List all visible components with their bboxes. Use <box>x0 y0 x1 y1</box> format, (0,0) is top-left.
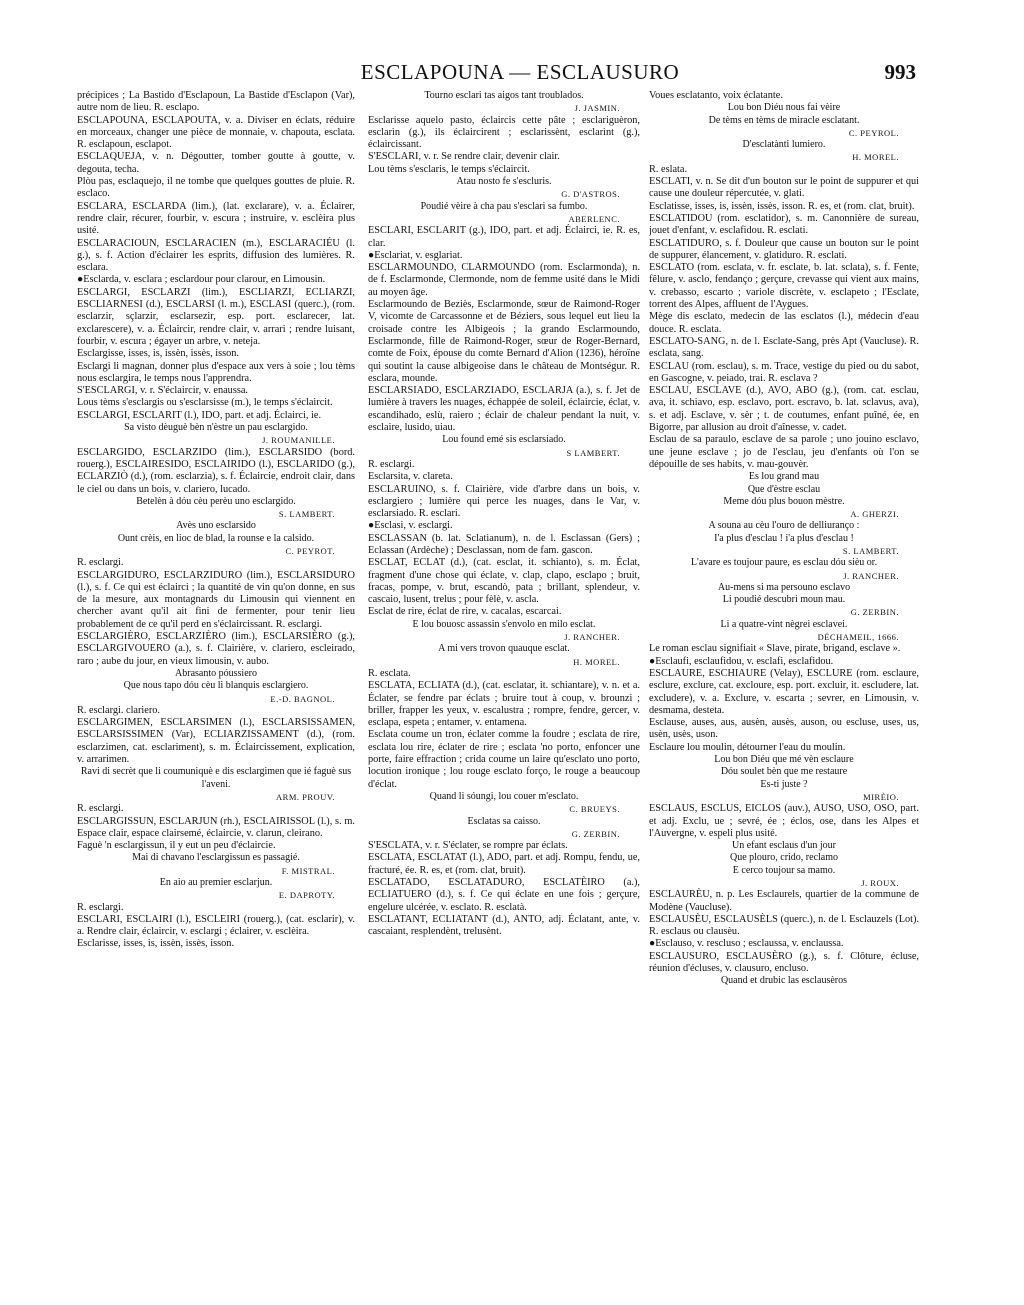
quotation-line: En aio au premier esclarjun. <box>159 877 273 888</box>
quotation-line: Atau nosto fe s'escluris. <box>456 176 552 188</box>
entry-paragraph: R. esclata. <box>368 667 411 679</box>
quotation-author: C. PEYROL. <box>848 127 899 138</box>
quotation-line: Que d'èstre esclau <box>747 483 821 495</box>
quotation-line: Lou bon Diéu que mé vèn esclaure <box>714 754 854 766</box>
entry-paragraph: ESCLARGISSUN, ESCLARJUN (rh.), ESCLAIRISSOL (l.), s. m. Espace clair, espace clairsemé, éclaircie, v. clarun, cleirano. <box>77 815 355 839</box>
entry-paragraph: Esclaure lou moulin, détourner l'eau du moulin. <box>649 741 846 753</box>
quotation-line: Meme dóu plus bouon mèstre. <box>723 495 845 507</box>
entry-paragraph: ESCLATA, ESCLATAT (l.), ADO, part. et adj. Rompu, fendu, ue, fracturé, ée. R. es, et (rom. clat, bruit). <box>368 852 640 876</box>
quotation-line: I'a plus d'esclau ! i'a plus d'esclau ! <box>714 532 854 544</box>
quotation-line: Li poudié descubri moun mau. <box>722 594 846 606</box>
entry-paragraph: ESCLARA, ESCLARDA (lim.), (lat. exclarare), v. a. Éclairer, rendre clair, récurer, fourbir, v. escura ; instruire, v. esclèira plus usité. <box>77 200 355 237</box>
entry-paragraph: Esclarmoundo de Beziès, Esclarmonde, sœur de Raimond-Roger V, vicomte de Carcassonne et de Béziers, sous lequel eut lieu la croisade contre les Albigeois ; la grando Esclarmoundo, Esclarmonde, fille de Raimond-Roger, sœur de Roger-Bernard, comte de Foix, épouse du comte Bernard d'Alion (1236), héroïne qui soutint la cause albigeoise dans le château de Montségur. R. esclara, mounde. <box>368 299 640 384</box>
entry-paragraph: S'ESCLARGI, v. r. S'éclaircir, v. enaussa. <box>77 385 248 397</box>
quotation-author: ARM. PROUV. <box>276 791 335 802</box>
quotation-author: J. JASMIN. <box>574 103 620 114</box>
entry-paragraph: Esclarisse aquelo pasto, éclaircis cette pâte ; esclariguèron, esclarìn (g.), ils éclaircirent ; esclarissènt, esclarìnt (g.), éclaircissant. <box>368 114 640 151</box>
entry-paragraph: ESCLAUSÈU, ESCLAUSÈLS (querc.), n. de l. Esclauzels (Lot). R. esclaus ou clausèu. <box>649 913 919 938</box>
quotation-author: G. ZERBIN. <box>571 828 620 839</box>
entry-paragraph: ESCLAPOUNA, ESCLAPOUTA, v. a. Diviser en éclats, réduire en morceaux, changer une pièce de monnaie, v. chapouta, esclata. R. esclapoun, esclapot. <box>77 114 355 151</box>
quotation-author: F. MISTRAL. <box>281 865 335 876</box>
quotation-author: J. ROUMANILLE. <box>262 435 335 446</box>
quotation-author: J. RANCHER. <box>843 570 899 581</box>
entry-paragraph: ●Esclaufi, esclaufidou, v. esclafi, esclafidou. <box>649 655 834 667</box>
entry-paragraph: ESCLATI, v. n. Se dit d'un bouton sur le point de suppurer et qui cause une douleur répercutée, v. glati. <box>649 176 919 200</box>
quotation-author: H. MOREL. <box>852 152 899 163</box>
entry-paragraph: précipices ; La Bastido d'Esclapoun, La Bastide d'Esclapon (Var), autre nom de lieu. R. esclapo. <box>77 90 355 114</box>
quotation-author: A. GHERZI. <box>850 509 899 520</box>
quotation-author: S. LAMBERT. <box>842 545 899 556</box>
quotation-line: Es lou grand mau <box>748 471 820 483</box>
quotation-author: J. RANCHER. <box>564 632 620 643</box>
entry-paragraph: R. eslata. <box>649 163 688 175</box>
quotation-line: Que plouro, crido, reclamo <box>729 852 839 864</box>
entry-paragraph: ESCLARACIOUN, ESCLARACIEN (m.), ESCLARACIÉU (l. g.), s. f. Action d'éclairer les esprits, diffusion des lumières. R. esclara. <box>77 237 355 274</box>
quotation-line: Ravi di secrèt que li coumuniquè e dis esclargimen que ié faguè sus l'aveni. <box>80 766 352 790</box>
entry-paragraph: Faguè 'n esclargissun, il y eut un peu d'éclaircie. <box>77 840 276 852</box>
quotation-line: Li a quatre-vint nègrei esclavei. <box>720 618 848 630</box>
quotation-author: J. ROUX. <box>861 878 899 888</box>
entry-paragraph: ESCLARGIMEN, ESCLARSIMEN (l.), ESCLARSISSAMEN, ESCLARSISSIMEN (Var), ECLIARZISSAMENT (d.), (rom. esclarzimen, cat. esclariment), s. m. Éclaircissement, explication, v. arrarimen. <box>77 717 355 766</box>
quotation-line: Poudié vèire à cha pau s'esclari sa fumbo. <box>420 200 588 212</box>
quotation-author: E.-D. BAGNOL. <box>270 693 335 704</box>
quotation-line: Quand li sóungi, lou couer m'esclato. <box>429 790 579 802</box>
quotation-line: Que nous tapo dóu cèu li blanquis esclargiero. <box>123 680 309 692</box>
quotation-line: Lou bon Diéu nous fai vèire <box>727 102 841 114</box>
quotation-line: Tourno esclari tas aigos tant troublados. <box>424 90 584 101</box>
entry-paragraph: ESCLARUINO, s. f. Clairière, vide d'arbre dans un bois, v. esclargiero ; lumière qui perce les nuages, dans le Var, v. esclarsiado. R. esclari. <box>368 483 640 520</box>
entry-paragraph: ESCLARGIDO, ESCLARZIDO (lim.), ESCLARSIDO (bord. rouerg.), ESCLAIRESIDO, ESCLAIRIDO (l.), ESCLARIDO (g.), ECLARZIÒ (d.), (rom. esclarzia), s. f. Éclaircie, endroit clair, dans le ciel ou dans un bois, v. clariero, lucado. <box>77 446 355 495</box>
entry-paragraph: ESCLATIDOU (rom. esclatidor), s. m. Canonnière de sureau, jouet d'enfant, v. esclafidou. R. esclati. <box>649 212 919 237</box>
quotation-line: Mai di chavano l'esclargissun es passagié. <box>132 852 300 864</box>
quotation-line: Quand et drubic las esclausèros <box>720 975 848 987</box>
quotation-line: Un efant esclaus d'un jour <box>732 840 836 852</box>
entry-paragraph: ESCLAU, ESCLAVE (d.), AVO, ABO (g.), (rom. cat. esclau, ava, it. schiavo, esp. esclavo, port. escravo, b. lat. sclavus, ava), s. et adj. Esclave, v. sèr ; t. de coutumes, enfant puîné, ée, en Bigorre, par allusion au droit d'aînesse, v. cadet. <box>649 385 919 434</box>
page-number: 993 <box>884 60 916 84</box>
entry-paragraph: ESCLATADO, ESCLATADURO, ESCLATÈIRO (a.), ECLIATUERO (d.), s. f. Ce qui éclate en une fois ; gerçure, engelure ulcérée, v. esclato. R. esclatà. <box>368 877 640 913</box>
quotation-line: A mi vers trovon quauque esclat. <box>438 643 570 655</box>
entry-paragraph: ●Esclauso, v. rescluso ; esclaussa, v. enclaussa. <box>649 938 844 950</box>
entry-paragraph: ESCLARGI, ESCLARZI (lim.), ESCLIARZI, ECLIARZI, ESCLIARNESI (d.), ESCLARSI (l. m.), ESCLASI (querc.), (rom. esclarzir, sçlarzir, esclarsezir, esp. port. esclarecer, lat. exclarescere), v. a. Éclaircir, rendre clair, v. arrari ; rendre luisant, fourbir, v. escura ; égayer un arbre, v. neteja. <box>77 286 355 347</box>
column-middle <box>368 90 640 1290</box>
entry-paragraph: ESCLAUS, ESCLUS, EICLOS (auv.), AUSO, USO, OSO, part. et adj. Exclu, ue ; sevré, ée ; éclos, ose, dans les Alpes et l'Auvergne, v. espeli plus usité. <box>649 803 919 839</box>
entry-paragraph: ESCLAURE, ESCHIAURE (Velay), ESCLURE (rom. esclaure, esclure, exclure, cat. excloure, esp. port. excluir, it. escludere, lat. excludere), v. a. Exclure, v. escarta ; sevrer, en Limousin, v. desmama, desteta. <box>649 667 919 716</box>
entry-paragraph: S'ESCLATA, v. r. S'éclater, se rompre par éclats. <box>368 840 568 852</box>
entry-paragraph: Plòu pas, esclaquejo, il ne tombe que quelques gouttes de pluie. R. esclaco. <box>77 176 355 200</box>
entry-paragraph: ESCLATA, ECLIATA (d.), (cat. esclatar, it. schiantare), v. n. et a. Éclater, se fendre par éclats ; bruire tout à coup, v. brounzi ; briller, frapper les yeux, v. escalustra ; rompre, fendre, gercer, v. esclapa, espeta ; entamer, v. entamena. <box>368 680 640 729</box>
entry-paragraph: Le roman esclau signifiait « Slave, pirate, brigand, esclave ». <box>649 643 901 655</box>
entry-paragraph: R. esclargi. <box>77 557 124 569</box>
entry-paragraph: Esclargi li magnan, donner plus d'espace aux vers à soie ; lou tèms nous esclargira, le temps nous l'apprendra. <box>77 360 355 384</box>
quotation-author: DÉCHAMEIL, 1666. <box>817 632 899 643</box>
entry-paragraph: ESCLATANT, ECLIATANT (d.), ANTO, adj. Éclatant, ante, v. cascaiant, resplendènt, trelusènt. <box>368 913 640 938</box>
entry-paragraph: Esclause, auses, aus, ausèn, ausès, auson, ou escluse, uses, us, usèn, usès, uson. <box>649 717 919 741</box>
quotation-line: Es-ti juste ? <box>760 778 808 790</box>
entry-paragraph: ESCLATO (rom. esclata, v. fr. esclate, b. lat. sclata), s. f. Fente, fêlure, v. asclo, fendanço ; gerçure, crevasse qui vient aux mains, v. crebasso, escarto ; variole discrète, v. esclapeto ; l'Esclate, torrent des Alpes, affluent de l'Aygues. <box>649 262 919 311</box>
entry-paragraph: ESCLARI, ESCLARIT (g.), IDO, part. et adj. Éclairci, ie. R. es, clar. <box>368 225 640 249</box>
quotation-line: Avès uno esclarsido <box>176 520 256 532</box>
entry-paragraph: ESCLAQUEJA, v. n. Dégoutter, tomber goutte à goutte, v. degouta, techa. <box>77 151 355 175</box>
quotation-line: Betelèn à dóu cèu perèu uno esclargido. <box>136 495 296 507</box>
entry-paragraph: Voues esclatanto, voix éclatante. <box>649 90 783 101</box>
quotation-author: MIRÈIO. <box>863 791 899 802</box>
entry-paragraph: Lou tèms s'esclaris, le temps s'éclaircit. <box>368 163 530 175</box>
quotation-line: Au-mens si ma persouno esclavo <box>717 581 851 593</box>
entry-paragraph: Mège dis esclato, medecin de las esclatos (l.), médecin d'eau douce. R. esclata. <box>649 311 919 335</box>
entry-paragraph: ESCLAU (rom. esclau), s. m. Trace, vestige du pied ou du sabot, en Gascogne, v. peiado, trai. R. esclava ? <box>649 360 919 384</box>
entry-paragraph: ESCLARI, ESCLAIRI (l.), ESCLEIRI (rouerg.), (cat. esclarir), v. a. Rendre clair, éclaircir, v. esclargi ; éclairer, v. esclèira. <box>77 913 355 938</box>
entry-paragraph: ESCLATO-SANG, n. de l. Esclate-Sang, près Apt (Vaucluse). R. esclata, sang. <box>649 335 919 360</box>
entry-paragraph: ESCLARGIÈRO, ESCLARZIÈRO (lim.), ESCLARSIÈRO (g.), ESCLARGIVOUERO (a.), s. f. Clairière, v. clariero, escleirado, raro ; aube du jour, en vieux limousin, v. aubo. <box>77 631 355 667</box>
column-left <box>77 90 355 1290</box>
entry-paragraph: Lous tèms s'esclargis ou s'esclarsisse (m.), le temps s'éclaircit. <box>77 397 333 409</box>
entry-paragraph: ESCLARSIADO, ESCLARZIADO, ESCLARJA (a.), s. f. Jet de lumière à travers les nuages, échappée de soleil, éclaircie, éclat, v. escandihado, eslù, raiero ; éclair de chaleur pendant la nuit, v. esclaire, lusido, uiau. <box>368 385 640 434</box>
entry-paragraph: Esclat de rire, éclat de rire, v. cacalas, escarcai. <box>368 606 562 618</box>
entry-paragraph: ESCLAT, ECLAT (d.), (cat. esclat, it. schianto), s. m. Éclat, fragment d'une chose qui éclate, v. clap, clapo, esclapo ; bruit, fracas, pompe, v. brut, escandò, pata ; brillant, splendeur, v. cascaio, lusent, trelus ; pour fèlè, v. ascla. <box>368 557 640 606</box>
quotation-author: G. ZERBIN. <box>850 607 899 618</box>
entry-paragraph: ESCLASSAN (b. lat. Sclatianum), n. de l. Esclassan (Gers) ; Eclassan (Ardèche) ; Desclassan, nom de fam. gascon. <box>368 532 640 556</box>
entry-paragraph: ESCLAURÈU, n. p. Les Esclaurels, quartier de la commune de Modène (Vaucluse). <box>649 889 919 913</box>
entry-paragraph: R. esclargi. <box>368 458 415 470</box>
quotation-author: C. BRUEYS. <box>569 804 620 815</box>
column-right <box>649 90 919 1290</box>
entry-paragraph: ESCLARGI, ESCLARIT (l.), IDO, part. et adj. Éclairci, ie. <box>77 409 322 421</box>
quotation-line: Sa visto dèuguè bèn n'èstre un pau esclargido. <box>124 422 308 434</box>
entry-paragraph: ●Esclariat, v. esglariat. <box>368 249 463 261</box>
quotation-line: Abrasanto póussiero <box>175 667 257 679</box>
quotation-line: E cerco toujour sa mamo. <box>732 864 836 876</box>
entry-paragraph: ●Esclasi, v. esclargi. <box>368 520 453 532</box>
entry-paragraph: Esclau de sa paraulo, esclave de sa parole ; uno jouino esclavo, une jeune esclave ; jo de l'esclau, jeu d'enfants où l'on se dépouille de ses habits, v. mau-gouvèr. <box>649 434 919 470</box>
quotation-line: A souna au cèu l'ouro de delliuranço : <box>708 520 860 532</box>
entry-paragraph: S'ESCLARI, v. r. Se rendre clair, devenir clair. <box>368 151 560 163</box>
quotation-line: Ount crèis, en lioc de blad, la rounse e la calsido. <box>117 532 315 544</box>
quotation-line: De tèms en tèms de miracle esclatant. <box>708 114 860 126</box>
quotation-line: Lou found emé sis esclarsiado. <box>442 434 566 446</box>
entry-paragraph: R. esclargi. clariero. <box>77 704 161 716</box>
quotation-line: E lou bouosc assassin s'envolo en milo esclat. <box>412 618 596 630</box>
entry-paragraph: Esclarisse, isses, is, issèn, issès, isson. <box>77 938 235 950</box>
entry-paragraph: R. esclargi. <box>77 901 124 913</box>
quotation-author: ABERLENC. <box>568 213 620 224</box>
page-header <box>0 60 1024 90</box>
entry-paragraph: Esclata coume un tron, éclater comme la foudre ; esclata de rire, esclata lou rire, éclater de rire ; esclata 'no porto, enfoncer une porte, faire effraction ; crida coume un laire qu'esclato uno porto, locution ironique ; lou rouge esclato forço, le rouge a beaucoup d'éclat. <box>368 729 640 790</box>
quotation-author: C. PEYROT. <box>285 545 335 556</box>
quotation-author: H. MOREL. <box>573 656 620 667</box>
running-head: ESCLAPOUNA — ESCLAUSURO <box>360 60 680 84</box>
quotation-author: E. DAPROTY. <box>278 890 335 901</box>
quotation-author: S. LAMBERT. <box>278 509 335 520</box>
entry-paragraph: ESCLATIDURO, s. f. Douleur que cause un bouton sur le point de suppurer, élancement, v. glatiduro. R. esclati. <box>649 237 919 261</box>
entry-paragraph: ESCLARMOUNDO, CLARMOUNDO (rom. Esclarmonda), n. de f. Esclarmonde, Clermonde, nom de femme usité dans le Midi au moyen âge. <box>368 262 640 298</box>
quotation-author: S LAMBERT. <box>566 447 620 458</box>
entry-paragraph: Esclargisse, isses, is, issèn, issès, isson. <box>77 348 239 360</box>
entry-paragraph: Esclatisse, isses, is, issèn, issès, isson. R. es, et (rom. clat, bruit). <box>649 200 915 212</box>
entry-paragraph: ESCLARGIDURO, ESCLARZIDURO (lim.), ESCLARSIDURO (l.), s. f. Ce qui est éclairci ; la quantité de vin qu'on donne, en sus de la mesure, aux montagnards du Limousin qui viennent en chercher avant qu'il ait fini de fermenter, pour tenir lieu probablement de ce qu'il perd en s'éclaircissant. R. esclargi. <box>77 569 355 630</box>
quotation-line: L'avare es toujour paure, es esclau dóu sièu or. <box>690 557 878 569</box>
entry-paragraph: Esclarsita, v. clareta. <box>368 471 453 483</box>
quotation-line: D'esclatànti lumiero. <box>742 139 826 151</box>
quotation-line: Dóu soulet bèn que me restaure <box>720 766 848 778</box>
entry-paragraph: ●Esclarda, v. esclara ; esclardour pour clarour, en Limousin. <box>77 274 326 286</box>
entry-paragraph: ESCLAUSURO, ESCLAUSÈRO (g.), s. f. Clôture, écluse, réunion d'écluses, v. clausuro, encluso. <box>649 950 919 975</box>
quotation-author: G. D'ASTROS. <box>561 189 620 200</box>
quotation-line: Esclatas sa caisso. <box>467 815 541 827</box>
entry-paragraph: R. esclargi. <box>77 803 124 815</box>
